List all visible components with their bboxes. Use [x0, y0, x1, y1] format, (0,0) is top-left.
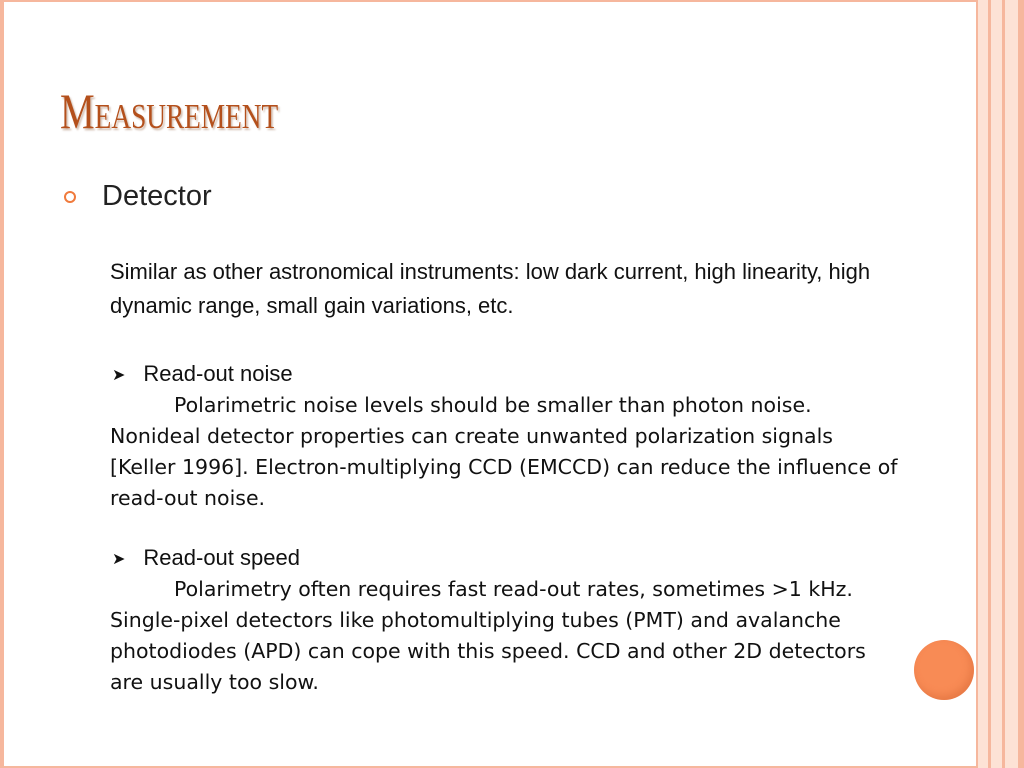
section-body-readout-speed — [110, 574, 900, 698]
intro-paragraph: Similar as other astronomical instruments: low dark current, high linearity, high dynamic range, small gain variations, etc. — [110, 259, 871, 318]
left-border — [0, 0, 4, 768]
section-heading-readout-noise — [112, 361, 293, 387]
arrowhead-icon: ➤ — [112, 548, 126, 568]
decorative-circle — [914, 640, 974, 700]
top-border — [0, 0, 1024, 2]
section-heading-text: Read-out noise — [143, 361, 293, 386]
arrowhead-icon: ➤ — [112, 364, 126, 384]
section-heading-text: Read-out speed — [143, 545, 300, 570]
section-body-text: Polarimetry often requires fast read-out rates, sometimes >1 kHz. Single-pixel detectors like photomultiplying tubes (PMT) and avalanche photodiodes (APD) can cope with this speed. CCD and other 2D detectors are usually too slow. — [110, 577, 866, 694]
slide-title: Measurement — [60, 83, 279, 139]
right-stripe — [1005, 0, 1018, 768]
section-body-readout-noise — [110, 390, 900, 514]
right-stripe — [978, 0, 988, 768]
main-bullet — [64, 180, 212, 213]
main-bullet-text: Detector — [102, 180, 212, 212]
section-body-text: Polarimetric noise levels should be smaller than photon noise. Nonideal detector properties can create unwanted polarization signals [Keller 1996]. Electron-multiplying CCD (EMCCD) can reduce the influence of read-out noise. — [110, 393, 898, 510]
right-stripe — [991, 0, 1002, 768]
right-stripe — [1018, 0, 1024, 768]
section-heading-readout-speed — [112, 545, 300, 571]
circle-outline-icon — [64, 191, 76, 203]
